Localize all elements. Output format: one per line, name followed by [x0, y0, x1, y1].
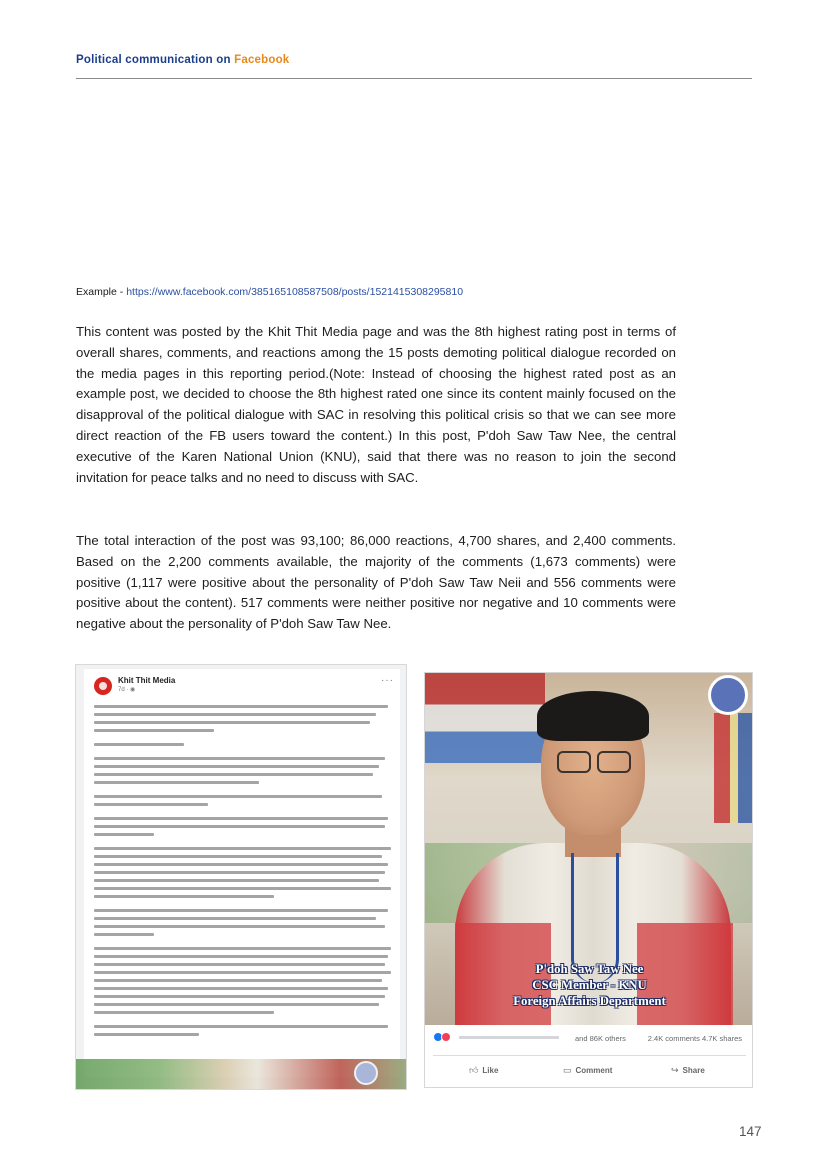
knu-seal-emblem	[708, 675, 748, 715]
post-header	[94, 675, 394, 701]
header-title-part1: Political communication on	[76, 54, 235, 66]
reactions-bar	[433, 1029, 746, 1049]
page-number: 147	[739, 1124, 762, 1139]
running-header	[76, 54, 289, 66]
post-time: 7d · ◉	[118, 687, 136, 693]
background-flag	[714, 713, 753, 823]
glasses	[557, 751, 591, 773]
love-reaction-icon	[441, 1032, 451, 1042]
caption-name: P'doh Saw Taw Nee	[535, 962, 644, 976]
share-label: Share	[682, 1066, 705, 1075]
page-avatar	[94, 677, 112, 695]
reaction-icons	[433, 1032, 449, 1044]
comment-label: Comment	[575, 1066, 613, 1075]
share-icon: ↪	[671, 1065, 679, 1075]
more-options-icon: ···	[381, 675, 394, 686]
like-label: Like	[482, 1066, 499, 1075]
comment-icon: ▭	[563, 1065, 572, 1075]
facebook-post-screenshot	[75, 664, 407, 1090]
example-label: Example -	[76, 286, 127, 298]
example-link[interactable]: https://www.facebook.com/385165108587508/posts/1521415308295810	[126, 286, 464, 298]
comments-shares-count[interactable]: 2.4K comments 4.7K shares	[647, 1034, 742, 1043]
like-button[interactable]	[469, 1065, 498, 1076]
portrait-photo	[425, 673, 753, 1025]
header-divider	[76, 78, 752, 79]
blurred-names	[459, 1036, 559, 1039]
share-button[interactable]	[671, 1065, 705, 1076]
comment-button[interactable]	[563, 1065, 612, 1076]
post-actions	[433, 1065, 746, 1081]
thumbs-up-icon: 👍︎	[469, 1065, 479, 1075]
example-line	[76, 286, 463, 298]
header-title-part2: Facebook	[234, 54, 290, 66]
reactions-count[interactable]: and 86K others	[575, 1034, 626, 1043]
background-flag	[425, 673, 545, 763]
seal-emblem	[354, 1061, 378, 1085]
caption-department: Foreign Affairs Department	[513, 994, 666, 1008]
post-page-name: Khit Thit Media	[118, 676, 176, 685]
photo-caption	[425, 961, 753, 1009]
body-paragraph-2: The total interaction of the post was 93,100; 86,000 reactions, 4,700 shares, and 2,400 comments. Based on the 2,200 comments available, the majority of the comments (1,673 comments) were positive (1,117 were positive about the personality of P'doh Saw Taw Neii and 556 comments were positive about the content). 517 comments were neither positive nor negative and 10 comments were negative about the personality of P'doh Saw Taw Nee.	[76, 533, 676, 632]
post-body	[84, 669, 400, 1077]
body-paragraph-1: This content was posted by the Khit Thit Media page and was the 8th highest rating post in terms of overall shares, comments, and reactions among the 15 posts demoting political dialogue recorded on the media pages in this reporting period.(Note: Instead of choosing the highest rated post as an example post, we decided to choose the 8th highest rated one since its content mainly focused on the disapproval of the political dialogue with SAC in resolving this political crisis so that we can see more direct reaction of the FB users toward the content.) In this post, P'doh Saw Taw Nee, the central executive of the Karen National Union (KNU), said that there was no reason to join the second invitation for peace talks and no need to discuss with SAC.	[76, 324, 676, 485]
post-text-block	[94, 705, 394, 1041]
caption-role: CSC Member - KNU	[532, 978, 647, 992]
facebook-photo-post	[424, 672, 753, 1088]
actions-divider	[433, 1055, 746, 1056]
